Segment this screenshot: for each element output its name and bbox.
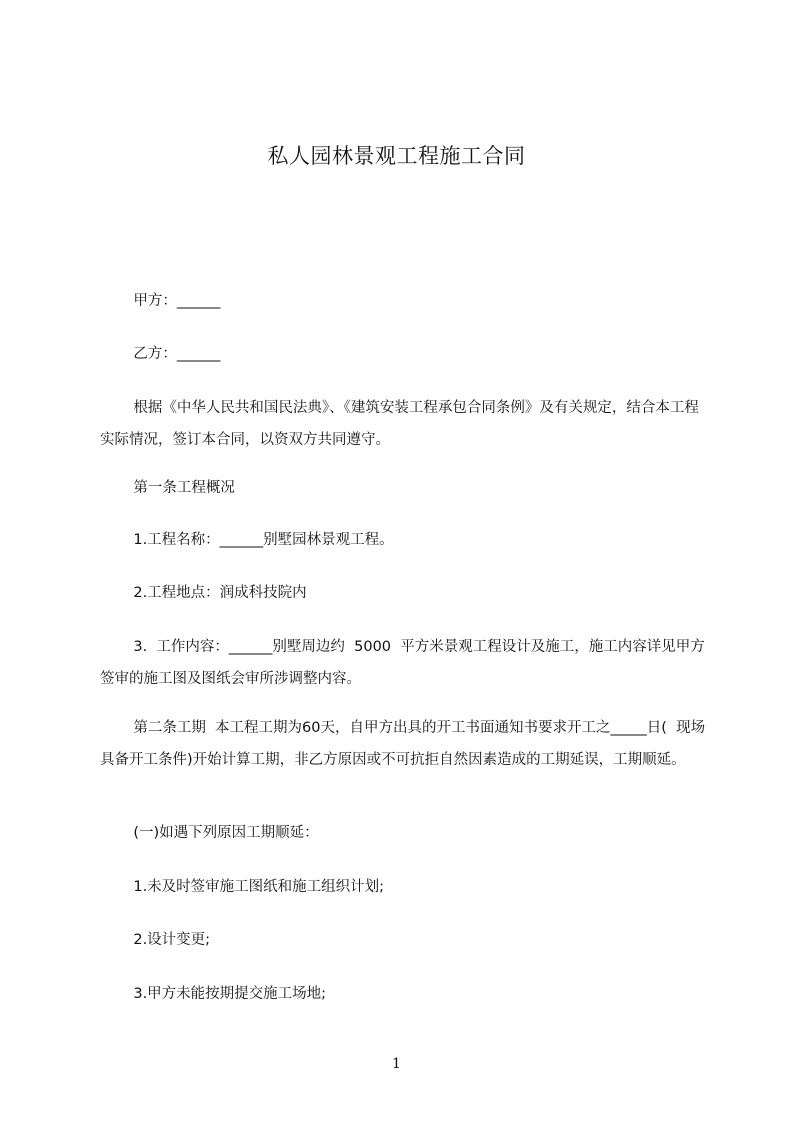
page-number: 1 — [392, 1056, 401, 1072]
party-a-line: 甲方：______ — [133, 293, 221, 309]
article1-heading: 第一条工程概况 — [133, 480, 235, 496]
document-title: 私人园林景观工程施工合同 — [267, 144, 526, 168]
delay-reasons-heading: (一)如遇下列原因工期顺延： — [133, 825, 319, 841]
work-content-item: 3. 工作内容：______别墅周边约 5000 平方米景观工程设计及施工，施工内容详见甲方签审的施工图及图纸会审所涉调整内容。 — [100, 639, 705, 687]
preamble-paragraph: 根据《中华人民共和国民法典》、《建筑安装工程承包合同条例》及有关规定，结合本工程实际情况，签订本合同，以资双方共同遵守。 — [100, 400, 699, 448]
project-location-item: 2.工程地点：润成科技院内 — [133, 585, 307, 601]
project-name-item: 1.工程名称：______别墅园林景观工程。 — [133, 532, 394, 548]
article2-paragraph: 第二条工期 本工程工期为60天，自甲方出具的开工书面通知书要求开工之_____日( 现场具备开工条件)开始计算工期，非乙方原因或不可抗拒自然因素造成的工期延误，工期顺延。 — [100, 720, 706, 768]
delay-reason-3: 3.甲方未能按期提交施工场地; — [133, 986, 327, 1002]
delay-reason-1: 1.未及时签审施工图纸和施工组织计划; — [133, 879, 385, 895]
party-b-line: 乙方：______ — [133, 346, 221, 362]
delay-reason-2: 2.设计变更; — [133, 932, 211, 948]
